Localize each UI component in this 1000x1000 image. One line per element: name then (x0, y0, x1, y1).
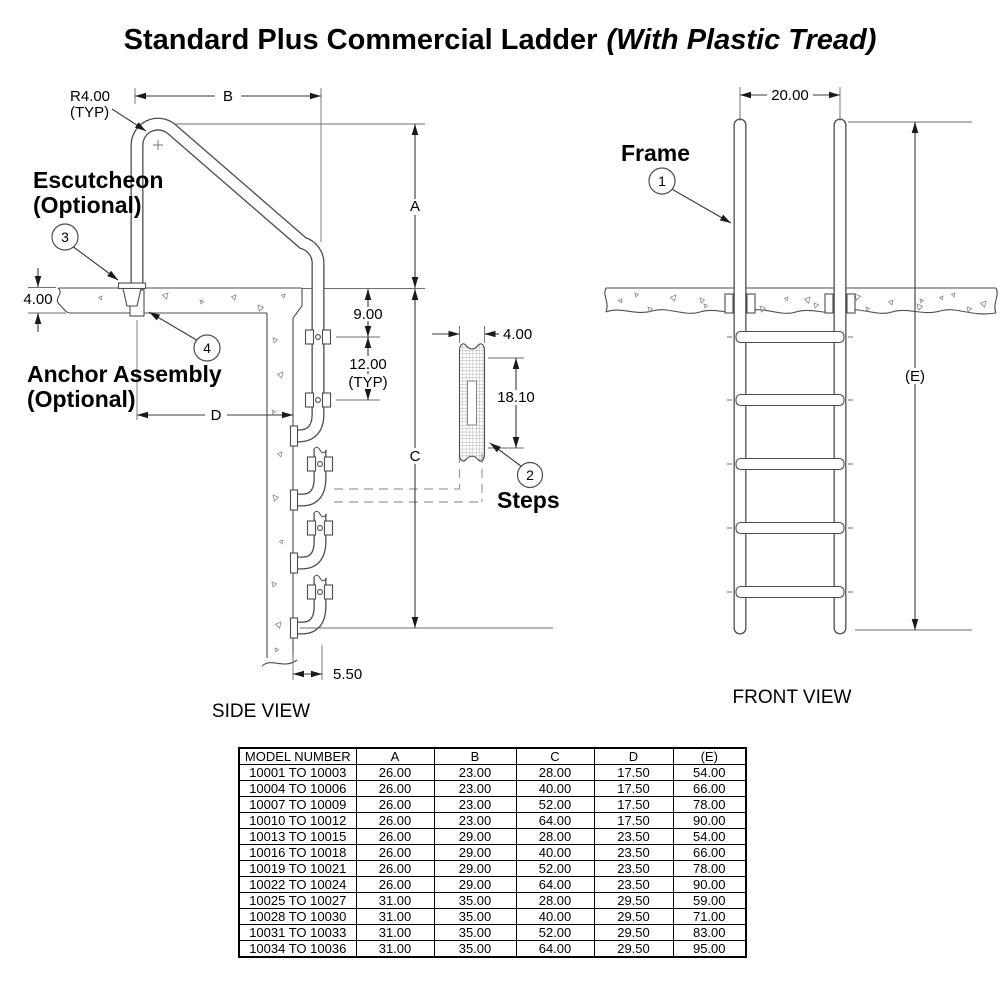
concrete-mark (805, 297, 811, 303)
table-row (239, 813, 746, 829)
title-suffix: (With Plastic Tread) (606, 24, 877, 56)
cell-b: 23.00 (434, 797, 516, 813)
callout-number-4: 4 (203, 340, 211, 356)
model-table (238, 747, 747, 958)
cell-a: 26.00 (356, 797, 434, 813)
cell-c: 64.00 (516, 941, 594, 958)
cell-c: 40.00 (516, 845, 594, 861)
concrete-mark (273, 338, 278, 343)
step-width-dim: 4.00 (503, 326, 533, 343)
cell-e: 59.00 (673, 893, 746, 909)
table-row (239, 765, 746, 781)
cell-c: 28.00 (516, 893, 594, 909)
cell-a: 31.00 (356, 925, 434, 941)
callout-number-2: 2 (526, 467, 534, 483)
cell-b: 35.00 (434, 909, 516, 925)
cell-a: 31.00 (356, 909, 434, 925)
concrete-mark (200, 300, 204, 304)
cell-d: 29.50 (594, 941, 673, 958)
cell-e: 54.00 (673, 829, 746, 845)
table-row (239, 845, 746, 861)
cell-d: 23.50 (594, 845, 673, 861)
concrete-mark (272, 582, 277, 587)
cell-a: 26.00 (356, 877, 434, 893)
steps-label: Steps (497, 487, 560, 513)
concrete-mark (163, 293, 169, 299)
cell-a: 26.00 (356, 813, 434, 829)
cell-b: 29.00 (434, 877, 516, 893)
cell-b: 35.00 (434, 893, 516, 909)
a-dim: A (409, 198, 421, 215)
cell-a: 26.00 (356, 781, 434, 797)
step-offset-dim: 9.00 (353, 306, 383, 323)
cell-model: 10022 TO 10024 (239, 877, 356, 893)
callout-number-1: 1 (658, 173, 666, 189)
cell-model: 10004 TO 10006 (239, 781, 356, 797)
concrete-mark (275, 648, 279, 652)
concrete-marks-side (99, 293, 286, 652)
concrete-mark (273, 495, 279, 501)
concrete-mark (232, 295, 237, 300)
concrete-mark (635, 293, 639, 297)
front-view (605, 87, 997, 708)
cell-model: 10013 TO 10015 (239, 829, 356, 845)
front-view-caption: FRONT VIEW (732, 687, 852, 708)
cell-e: 78.00 (673, 797, 746, 813)
c-dim: C (409, 448, 421, 465)
table-row (239, 797, 746, 813)
header-b: B (434, 748, 516, 765)
cell-d: 29.50 (594, 925, 673, 941)
cell-e: 66.00 (673, 781, 746, 797)
cell-b: 35.00 (434, 941, 516, 958)
cell-model: 10001 TO 10003 (239, 765, 356, 781)
cell-d: 23.50 (594, 861, 673, 877)
cell-d: 17.50 (594, 797, 673, 813)
concrete-mark (278, 372, 284, 378)
table-row (239, 861, 746, 877)
wall-flange (291, 553, 298, 573)
escutcheon-plate (119, 283, 146, 289)
step-length-dim: 18.10 (497, 389, 535, 406)
cell-d: 23.50 (594, 877, 673, 893)
table-row (239, 925, 746, 941)
cell-d: 17.50 (594, 765, 673, 781)
cell-c: 40.00 (516, 909, 594, 925)
front-deck (605, 288, 997, 314)
anchor-label-2: (Optional) (27, 386, 136, 412)
cell-model: 10031 TO 10033 (239, 925, 356, 941)
side-view-caption: SIDE VIEW (211, 701, 311, 722)
header-a: A (356, 748, 434, 765)
wall-flange (291, 426, 298, 446)
cell-c: 28.00 (516, 829, 594, 845)
cell-e: 95.00 (673, 941, 746, 958)
concrete-mark (889, 300, 894, 305)
concrete-mark (940, 296, 944, 300)
header-model: MODEL NUMBER (239, 748, 356, 765)
cell-a: 31.00 (356, 941, 434, 958)
wall-flange (291, 618, 298, 638)
cell-a: 26.00 (356, 765, 434, 781)
cell-e: 83.00 (673, 925, 746, 941)
concrete-mark (704, 304, 708, 308)
table-row (239, 893, 746, 909)
cell-e: 90.00 (673, 877, 746, 893)
bottom-offset-dim: 5.50 (333, 666, 363, 683)
cell-b: 35.00 (434, 925, 516, 941)
cell-b: 29.00 (434, 845, 516, 861)
deck-break-line (57, 288, 70, 313)
table-row (239, 781, 746, 797)
cell-a: 26.00 (356, 845, 434, 861)
concrete-mark (280, 540, 284, 544)
concrete-mark (99, 296, 103, 300)
cell-c: 64.00 (516, 877, 594, 893)
concrete-mark (785, 297, 789, 301)
concrete-mark (258, 305, 264, 311)
step-detail (432, 326, 560, 513)
cell-c: 28.00 (516, 765, 594, 781)
concrete-marks-front (619, 293, 987, 312)
concrete-mark (619, 299, 623, 303)
frame-label: Frame (621, 140, 691, 166)
radius-typ: (TYP) (70, 104, 110, 121)
cell-a: 26.00 (356, 829, 434, 845)
concrete-mark (276, 622, 282, 628)
concrete-mark (866, 307, 870, 311)
cell-b: 29.00 (434, 861, 516, 877)
header-c: C (516, 748, 594, 765)
cell-e: 78.00 (673, 861, 746, 877)
concrete-mark (967, 307, 972, 312)
cell-b: 23.00 (434, 781, 516, 797)
concrete-mark (855, 294, 861, 300)
concrete-mark (282, 294, 286, 298)
extension-lines-behind (168, 88, 425, 289)
step-slot (468, 381, 477, 425)
cell-d: 17.50 (594, 781, 673, 797)
deck-thickness-dim: 4.00 (23, 291, 53, 308)
b-dim: B (222, 88, 234, 105)
wall-break-line (262, 660, 297, 666)
concrete-mark (981, 301, 987, 307)
cell-d: 17.50 (594, 813, 673, 829)
step-spacing-typ: (TYP) (348, 374, 388, 391)
d-dim: D (210, 407, 222, 424)
table-row (239, 829, 746, 845)
table-row (239, 909, 746, 925)
side-view-deck-wall (57, 288, 302, 666)
escutcheon-label-2: (Optional) (33, 192, 142, 218)
concrete-mark (700, 298, 705, 303)
table-header-row (239, 748, 746, 765)
cell-b: 23.00 (434, 813, 516, 829)
cell-model: 10028 TO 10030 (239, 909, 356, 925)
table-row (239, 941, 746, 958)
cell-model: 10034 TO 10036 (239, 941, 356, 958)
cell-d: 29.50 (594, 909, 673, 925)
cell-e: 66.00 (673, 845, 746, 861)
cell-a: 31.00 (356, 893, 434, 909)
cell-c: 52.00 (516, 925, 594, 941)
anchor-label-1: Anchor Assembly (27, 361, 222, 387)
cell-model: 10025 TO 10027 (239, 893, 356, 909)
cell-model: 10007 TO 10009 (239, 797, 356, 813)
title-main: Standard Plus Commercial Ladder (123, 24, 598, 56)
concrete-mark (671, 295, 677, 301)
cell-d: 23.50 (594, 829, 673, 845)
header-d: D (594, 748, 673, 765)
concrete-mark (272, 410, 276, 414)
concrete-mark (917, 304, 923, 310)
rail-spacing-dim: 20.00 (771, 87, 809, 104)
cell-c: 52.00 (516, 861, 594, 877)
wall-flange (291, 490, 298, 510)
e-dim: (E) (905, 368, 925, 385)
concrete-mark (952, 293, 956, 297)
cell-b: 29.00 (434, 829, 516, 845)
cell-c: 40.00 (516, 781, 594, 797)
concrete-mark (814, 303, 819, 308)
cell-e: 71.00 (673, 909, 746, 925)
concrete-mark (278, 452, 283, 457)
cell-e: 90.00 (673, 813, 746, 829)
concrete-mark (760, 306, 766, 312)
cell-c: 64.00 (516, 813, 594, 829)
callout-number-3: 3 (61, 229, 69, 245)
header-e: (E) (673, 748, 746, 765)
cell-model: 10016 TO 10018 (239, 845, 356, 861)
cell-e: 54.00 (673, 765, 746, 781)
cell-d: 29.50 (594, 893, 673, 909)
table-row (239, 877, 746, 893)
radius-dim: R4.00 (70, 88, 111, 105)
cell-model: 10019 TO 10021 (239, 861, 356, 877)
concrete-mark (920, 299, 924, 303)
cell-b: 23.00 (434, 765, 516, 781)
cell-model: 10010 TO 10012 (239, 813, 356, 829)
escutcheon-label-1: Escutcheon (33, 167, 164, 193)
cell-a: 26.00 (356, 861, 434, 877)
step-spacing-dim: 12.00 (349, 356, 387, 373)
cell-c: 52.00 (516, 797, 594, 813)
